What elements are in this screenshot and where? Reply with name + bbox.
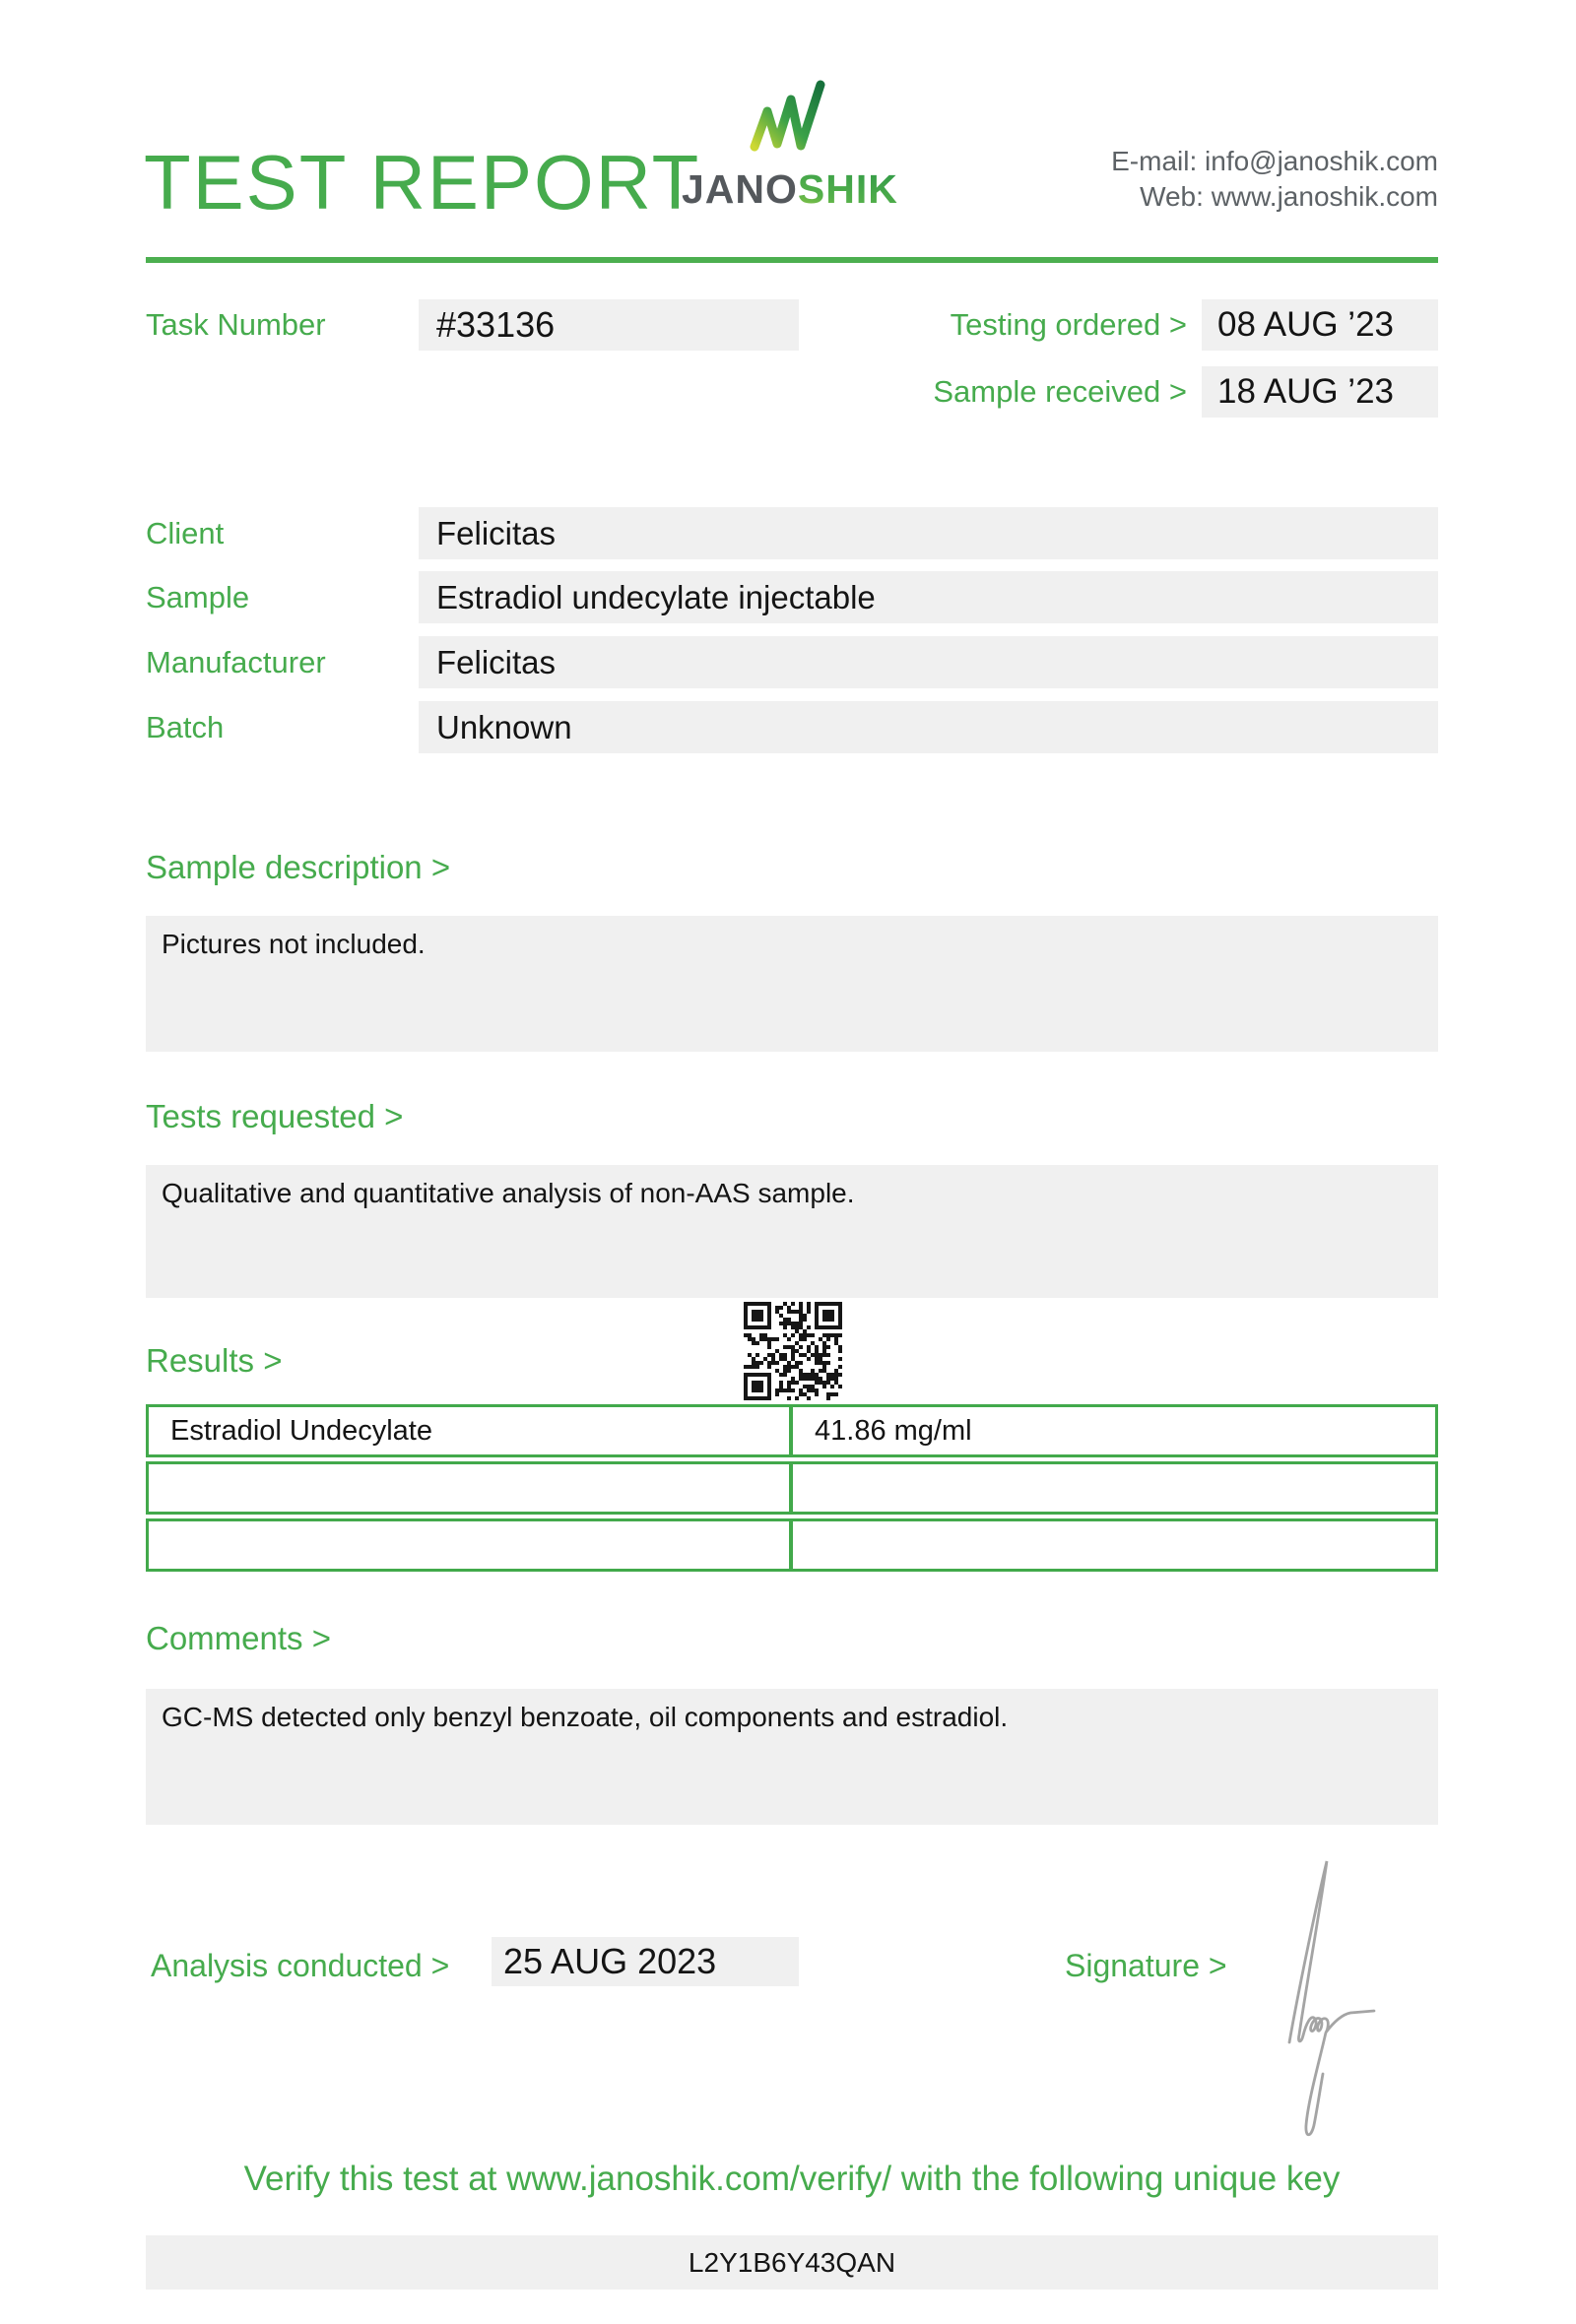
email-line: E-mail: info@janoshik.com xyxy=(1111,146,1438,176)
tests-requested-heading: Tests requested > xyxy=(146,1098,404,1134)
web-line: Web: www.janoshik.com xyxy=(1140,181,1438,212)
sample-received-label: Sample received > xyxy=(933,374,1187,409)
sample-received-value: 18 AUG ’23 xyxy=(1202,366,1438,418)
sample-label: Sample xyxy=(146,580,250,614)
batch-value: Unknown xyxy=(419,701,1438,753)
signature-label: Signature > xyxy=(1065,1948,1227,1983)
verify-key-box xyxy=(146,2235,1438,2290)
analyte-cell xyxy=(149,1464,793,1512)
header-divider xyxy=(146,257,1438,263)
result-cell: 41.86 mg/ml xyxy=(815,1415,972,1447)
sample-description-heading: Sample description > xyxy=(146,849,451,885)
result-cell xyxy=(793,1464,1435,1512)
analyte-cell: Estradiol Undecylate xyxy=(149,1407,793,1454)
verify-instruction: Verify this test at www.janoshik.com/verify/ with the following unique key xyxy=(243,2160,1341,2198)
testing-ordered-label: Testing ordered > xyxy=(950,307,1187,342)
logo-wordmark xyxy=(682,166,898,212)
signature xyxy=(1276,1849,1413,2145)
janoshik-logo xyxy=(678,69,924,217)
analyte-cell xyxy=(149,1521,793,1569)
client-label: Client xyxy=(146,516,225,550)
table-row xyxy=(146,1404,1438,1457)
analysis-date-value: 25 AUG 2023 xyxy=(492,1937,799,1986)
qr-code xyxy=(744,1302,842,1400)
logo-text-shik: SHIK xyxy=(797,166,898,212)
manufacturer-label: Manufacturer xyxy=(146,645,326,679)
logo-text-jano: JANO xyxy=(682,166,798,212)
sample-value: Estradiol undecylate injectable xyxy=(419,571,1438,623)
comments-heading: Comments > xyxy=(146,1620,331,1656)
results-heading: Results > xyxy=(146,1342,283,1379)
tests-requested-box xyxy=(146,1165,1438,1298)
client-value: Felicitas xyxy=(419,507,1438,559)
logo-chart-icon xyxy=(755,85,821,147)
comments-text: GC-MS detected only benzyl benzoate, oil components and estradiol. xyxy=(162,1702,1009,1732)
table-row xyxy=(146,1461,1438,1515)
comments-box xyxy=(146,1689,1438,1825)
manufacturer-value: Felicitas xyxy=(419,636,1438,688)
tests-requested-text: Qualitative and quantitative analysis of non-AAS sample. xyxy=(162,1178,855,1208)
table-row xyxy=(146,1518,1438,1572)
task-number-label: Task Number xyxy=(146,307,326,342)
results-table xyxy=(146,1404,1438,1572)
page-title: TEST REPORT xyxy=(144,139,701,226)
sample-description-box xyxy=(146,916,1438,1052)
task-number-value: #33136 xyxy=(419,299,799,351)
sample-description-text: Pictures not included. xyxy=(162,929,426,959)
analysis-conducted-label: Analysis conducted > xyxy=(151,1948,450,1983)
batch-label: Batch xyxy=(146,710,225,744)
testing-ordered-value: 08 AUG ’23 xyxy=(1202,299,1438,351)
contact-block xyxy=(1111,144,1438,215)
result-cell xyxy=(793,1521,1435,1569)
verify-key: L2Y1B6Y43QAN xyxy=(688,2247,896,2278)
